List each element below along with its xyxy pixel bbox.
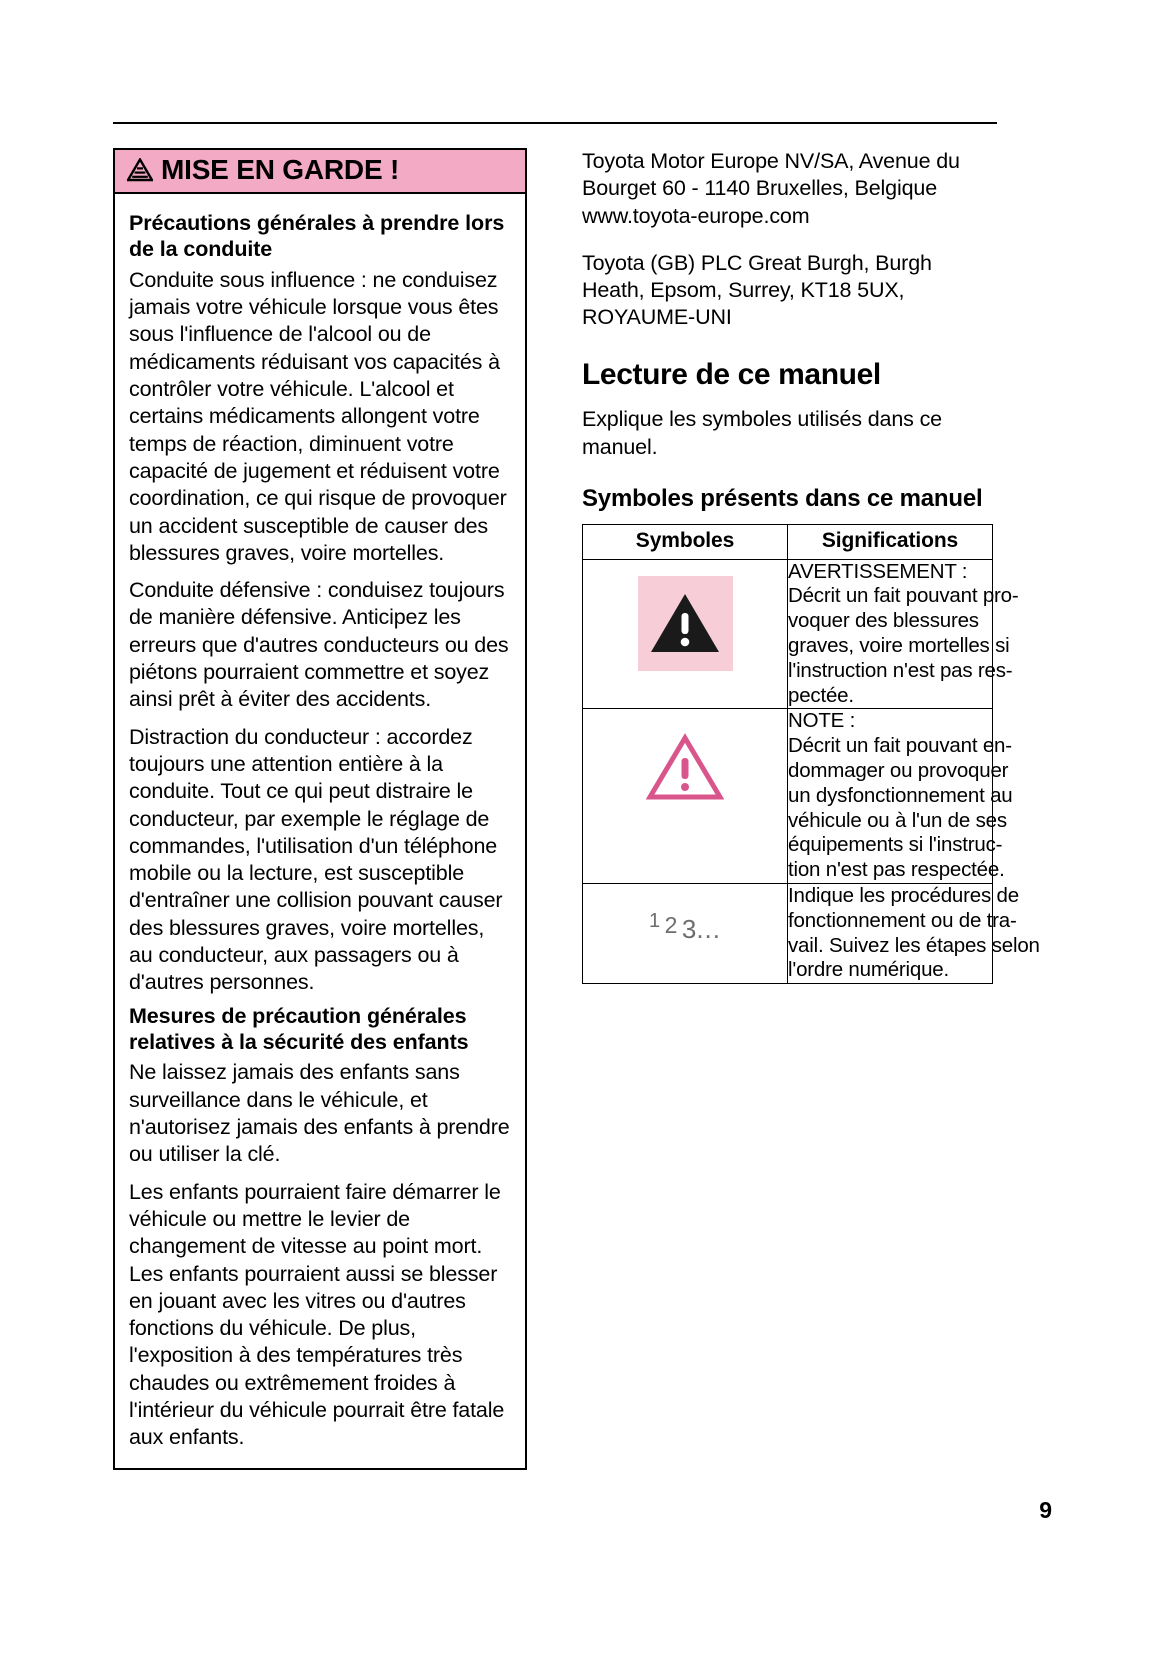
warning-callout-body: [115, 194, 525, 1468]
warning-paragraph: Distraction du conducteur : accordez toujours une attention entière à la conduite. Tout ce qui peut distraire le conducteur, par exemple le réglage de commandes, l'utilisation d'un téléphone mobile ou la lecture, est susceptible d'entraîner une collision pouvant causer des blessures graves, voire mortelles, au conducteur, aux passagers ou à d'autres personnes.: [129, 724, 503, 995]
symbol-cell: [583, 559, 788, 709]
meaning-line: un dysfonctionnement au: [788, 783, 1013, 807]
warning-section-heading: Mesures de précaution générales relatives à la sécurité des enfants: [129, 1003, 469, 1055]
warning-callout-box: [113, 148, 527, 1470]
symbols-table: [582, 524, 1040, 985]
numbered-steps-icon: 1 2 3...: [649, 910, 721, 945]
meaning-cell: [788, 559, 1019, 709]
meaning-line: Décrit un fait pouvant pro-: [788, 584, 1019, 608]
meaning-cell: [788, 884, 1040, 984]
meaning-line: pectée.: [788, 683, 854, 707]
meaning-line: véhicule ou à l'un de ses: [788, 808, 1007, 832]
section-intro-text: Explique les symboles utilisés dans ce manuel.: [582, 407, 942, 459]
meaning-line: voquer des blessures: [788, 609, 979, 633]
address-block: Toyota Motor Europe NV/SA, Avenue du Bourget 60 - 1140 Bruxelles, Belgique www.toyota-europe.com: [582, 149, 960, 228]
warning-paragraph: Conduite sous influence : ne conduisez jamais votre véhicule lorsque vous êtes sous l'influence de l'alcool ou de médicaments réduisant vos capacités à contrôler votre véhicule. L'alcool et certains médicaments allongent votre temps de réaction, diminuent votre capacité de jugement et réduisent votre coordination, ce qui risque de provoquer un accident susceptible de causer des blessures graves, voire mortelles.: [129, 267, 507, 565]
warning-paragraph: Les enfants pourraient faire démarrer le véhicule ou mettre le levier de changement de vitesse au point mort. Les enfants pourraient aussi se blesser en jouant avec les vitres ou d'autres fonctions du véhicule. De plus, l'exposition à des températures très chaudes ou extrêmement froides à l'intérieur du véhicule pourrait être fatale aux enfants.: [129, 1179, 505, 1450]
meaning-line: l'instruction n'est pas res-: [788, 658, 1013, 682]
warning-paragraph: Ne laissez jamais des enfants sans surveillance dans le véhicule, et n'autorisez jamais des enfants à prendre ou utiliser la clé.: [129, 1060, 510, 1167]
meaning-line: fonctionnement ou de tra-: [788, 908, 1017, 932]
meaning-line: vail. Suivez les étapes selon: [788, 933, 1040, 957]
meaning-line: Décrit un fait pouvant en-: [788, 734, 1012, 758]
symbol-cell: [583, 884, 788, 984]
header-rule: [113, 122, 997, 124]
right-column: [582, 148, 1040, 1470]
warning-section-heading: Précautions générales à prendre lors de la conduite: [129, 211, 505, 262]
section-title: Lecture de ce manuel: [582, 357, 881, 391]
warning-triangle-icon: [127, 158, 153, 182]
table-header-row: [583, 524, 993, 559]
address-block: Toyota (GB) PLC Great Burgh, Burgh Heath, Epsom, Surrey, KT18 5UX, ROYAUME-UNI: [582, 250, 932, 330]
column-header-symbols: Symboles: [583, 524, 788, 559]
meaning-line: Indique les procédures de: [788, 884, 1019, 908]
warning-paragraph: Conduite défensive : conduisez toujours de manière défensive. Anticipez les erreurs que d'autres conducteurs ou des piétons pourraient commettre et soyez ainsi prêt à éviter des accidents.: [129, 578, 509, 712]
table-row: [583, 884, 993, 984]
warning-callout-title: MISE EN GARDE !: [161, 154, 400, 185]
meaning-line: l'ordre numérique.: [788, 958, 949, 982]
left-column: [113, 148, 527, 1470]
meaning-line: AVERTISSEMENT :: [788, 559, 968, 583]
page-number: 9: [1039, 1497, 1052, 1523]
warning-callout-header: [115, 150, 525, 194]
meaning-cell: [788, 709, 1013, 884]
meaning-line: dommager ou provoquer: [788, 759, 1009, 783]
column-header-meanings: Significations: [788, 524, 993, 559]
meaning-line: équipements si l'instruc-: [788, 833, 1003, 857]
symbol-cell: [583, 709, 788, 884]
subsection-title: Symboles présents dans ce manuel: [582, 484, 983, 512]
note-triangle-outline-icon: [638, 723, 733, 811]
two-column-layout: [113, 148, 1040, 1470]
meaning-line: tion n'est pas respectée.: [788, 858, 1005, 882]
table-row: [583, 709, 993, 884]
warning-triangle-filled-icon: [638, 576, 733, 671]
table-row: [583, 559, 993, 709]
meaning-line: NOTE :: [788, 709, 856, 733]
meaning-line: graves, voire mortelles si: [788, 634, 1010, 658]
